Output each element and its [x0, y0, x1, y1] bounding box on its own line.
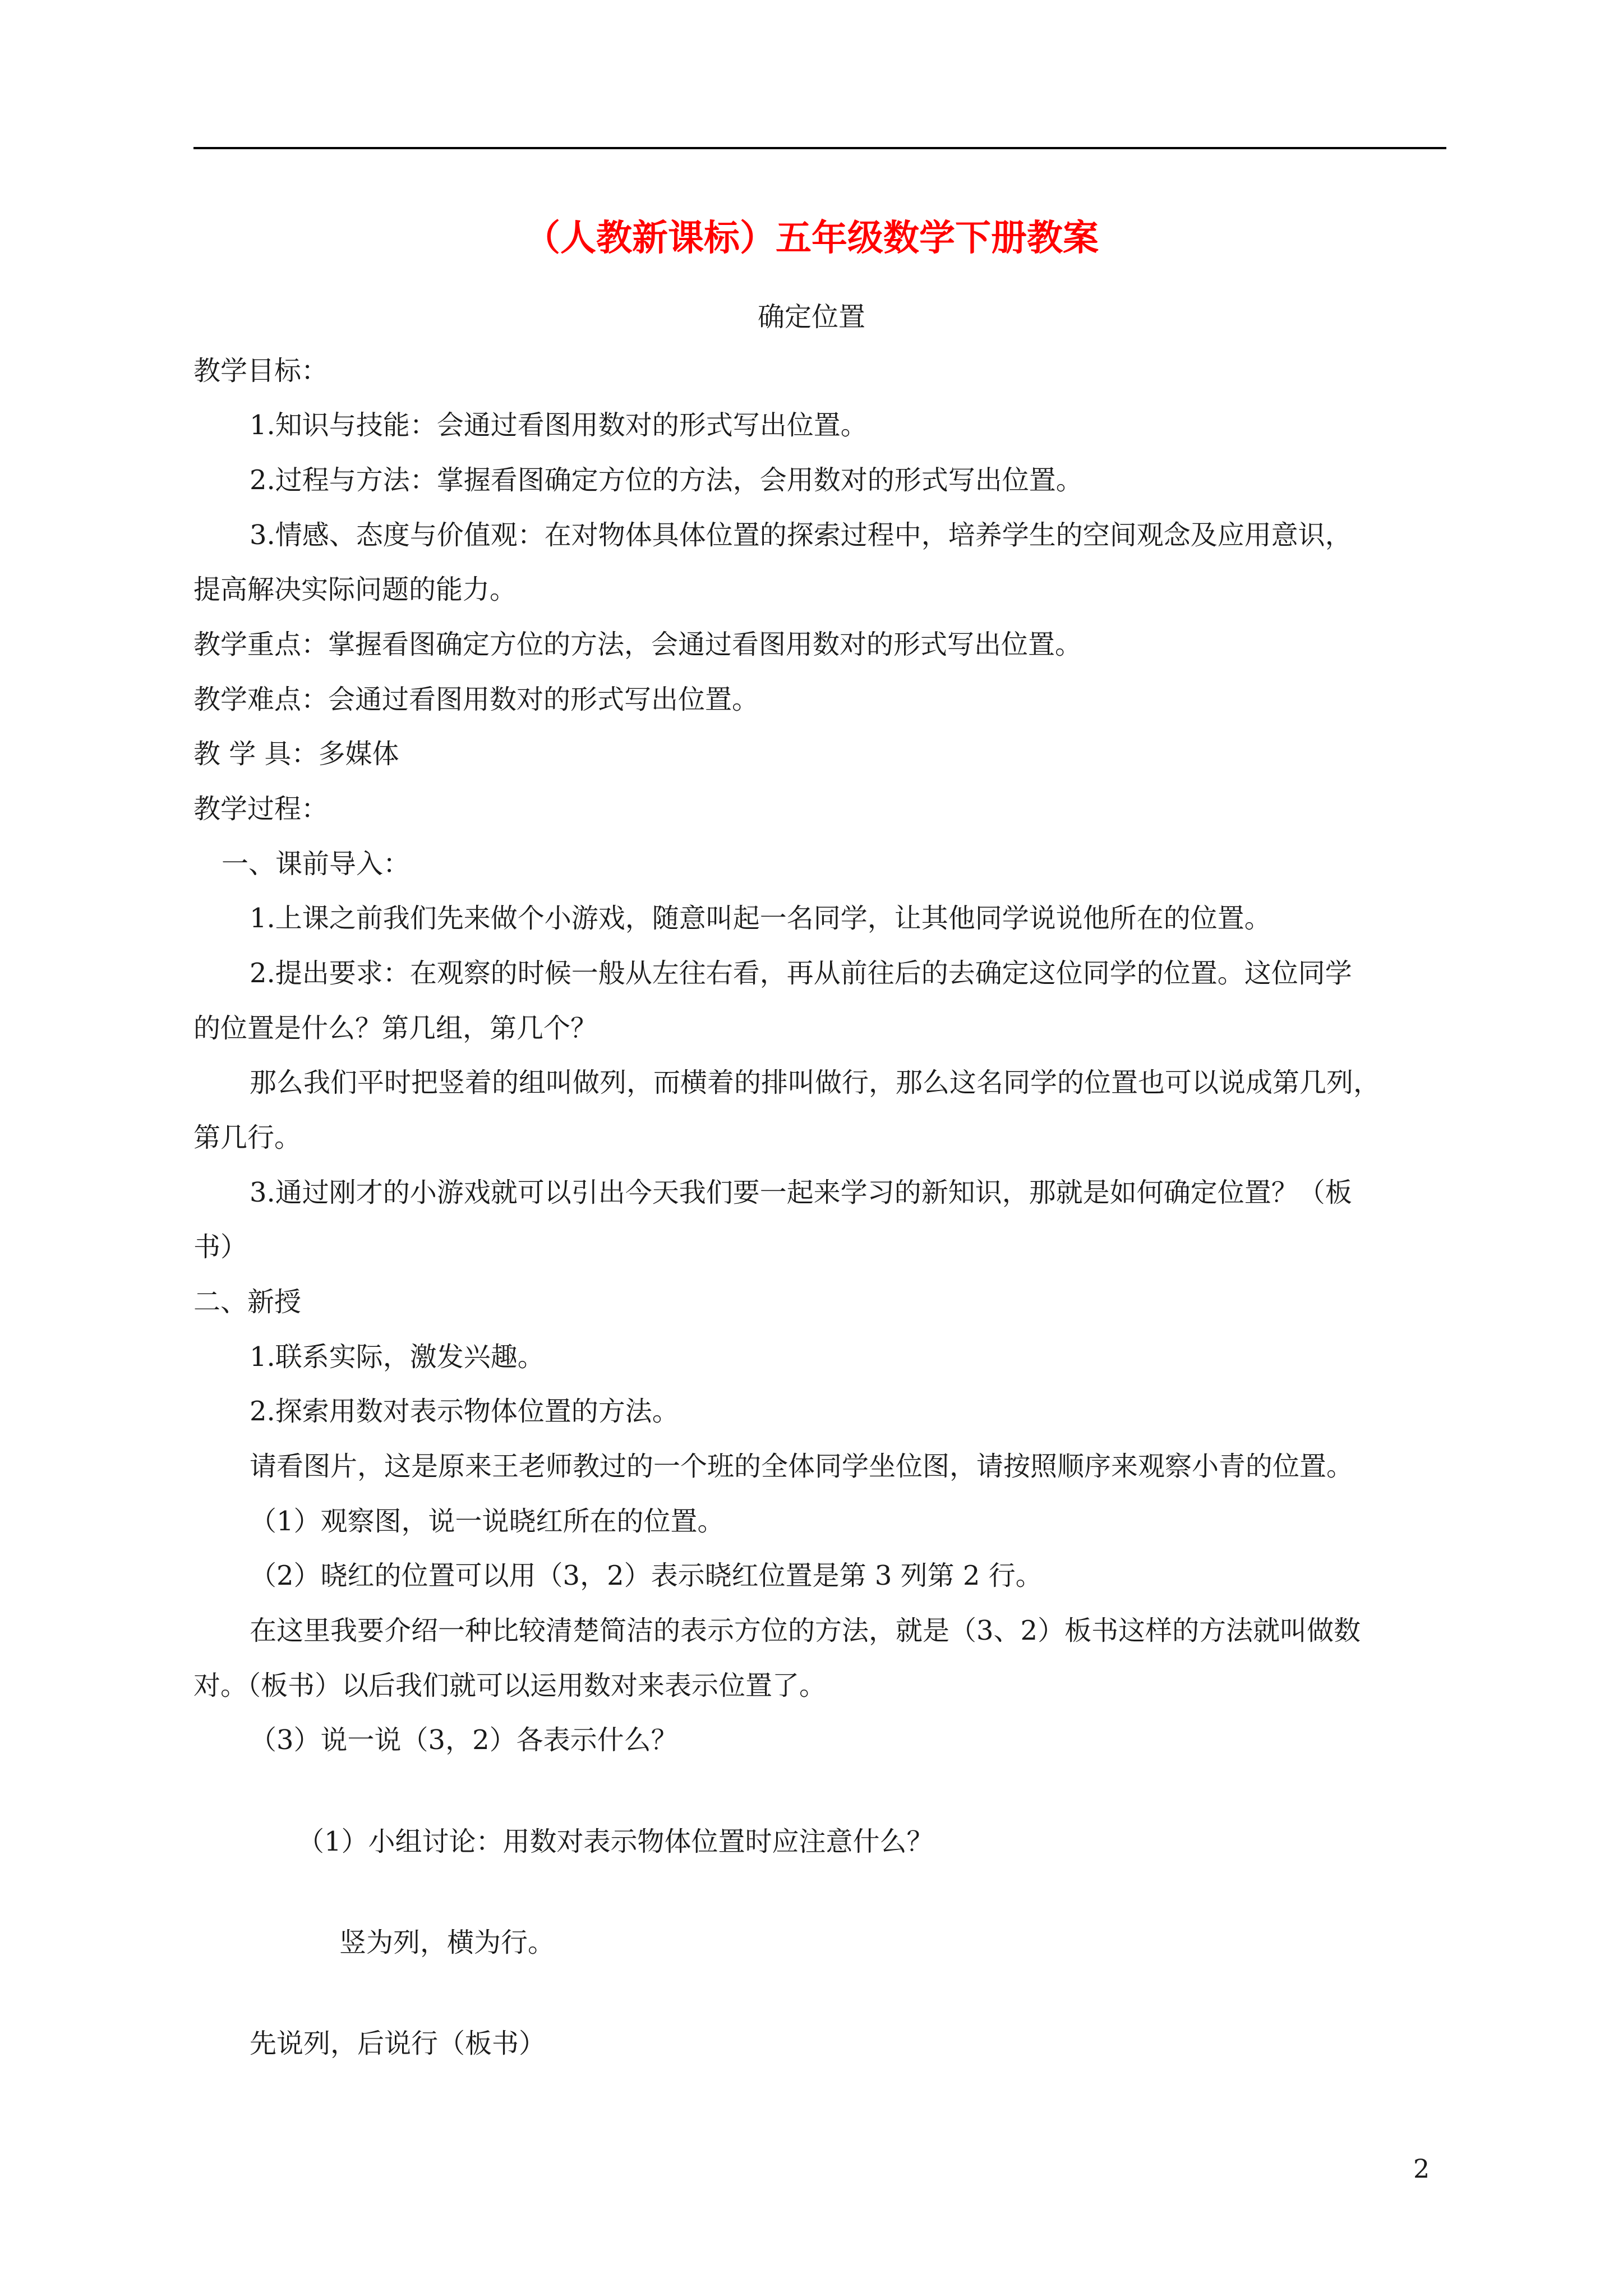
text-line: 一、课前导入：: [222, 848, 411, 880]
text-line: 1.上课之前我们先来做个小游戏，随意叫起一名同学，让其他同学说说他所在的位置。: [250, 903, 1271, 934]
text-line: 2.探索用数对表示物体位置的方法。: [250, 1396, 679, 1427]
text-line: 教学目标：: [193, 355, 329, 386]
text-line: 对。（板书）以后我们就可以运用数对来表示位置了。: [193, 1670, 827, 1701]
text-line: 教 学 具：多媒体: [193, 738, 399, 770]
text-line: 的位置是什么？第几组，第几个？: [193, 1013, 598, 1044]
text-line: 教学难点：会通过看图用数对的形式写出位置。: [193, 684, 759, 715]
text-line: 在这里我要介绍一种比较清楚简洁的表示方位的方法，就是（3、2）板书这样的方法就叫做数: [250, 1615, 1361, 1646]
text-line: （2）晓红的位置可以用（3，2）表示晓红位置是第 3 列第 2 行。: [250, 1560, 1043, 1591]
page-number: 2: [1413, 2154, 1430, 2184]
text-line: 1.知识与技能：会通过看图用数对的形式写出位置。: [250, 409, 868, 441]
text-line: 那么我们平时把竖着的组叫做列，而横着的排叫做行，那么这名同学的位置也可以说成第几列，: [250, 1067, 1381, 1098]
document-title: （人教新课标）五年级数学下册教案: [524, 217, 1099, 259]
text-line: 2.提出要求：在观察的时候一般从左往右看，再从前往后的去确定这位同学的位置。这位同学: [250, 958, 1352, 989]
text-line: 第几行。: [193, 1122, 302, 1153]
lesson-subtitle: 确定位置: [757, 301, 865, 333]
text-line: （1）观察图，说一说晓红所在的位置。: [250, 1506, 725, 1537]
text-line: 教学过程：: [193, 793, 329, 825]
text-line: 2.过程与方法：掌握看图确定方位的方法，会用数对的形式写出位置。: [250, 464, 1083, 496]
text-line: 3.通过刚才的小游戏就可以引出今天我们要一起来学习的新知识，那就是如何确定位置？（板: [250, 1177, 1352, 1208]
text-line: 竖为列，横为行。: [339, 1927, 555, 1958]
text-line: 先说列，后说行（板书）: [250, 2028, 546, 2059]
text-line: （1）小组讨论：用数对表示物体位置时应注意什么？: [297, 1826, 934, 1857]
text-line: （3）说一说（3，2）各表示什么？: [250, 1724, 678, 1756]
text-line: 书）: [193, 1231, 248, 1263]
text-line: 提高解决实际问题的能力。: [193, 574, 517, 605]
text-line: 3.情感、态度与价值观：在对物体具体位置的探索过程中，培养学生的空间观念及应用意识，: [250, 519, 1352, 551]
text-line: 请看图片，这是原来王老师教过的一个班的全体同学坐位图，请按照顺序来观察小青的位置。: [250, 1451, 1354, 1482]
text-line: 教学重点：掌握看图确定方位的方法，会通过看图用数对的形式写出位置。: [193, 629, 1082, 660]
text-line: 1.联系实际，激发兴趣。: [250, 1341, 545, 1373]
header-rule: [193, 147, 1446, 149]
text-line: 二、新授: [193, 1286, 302, 1318]
